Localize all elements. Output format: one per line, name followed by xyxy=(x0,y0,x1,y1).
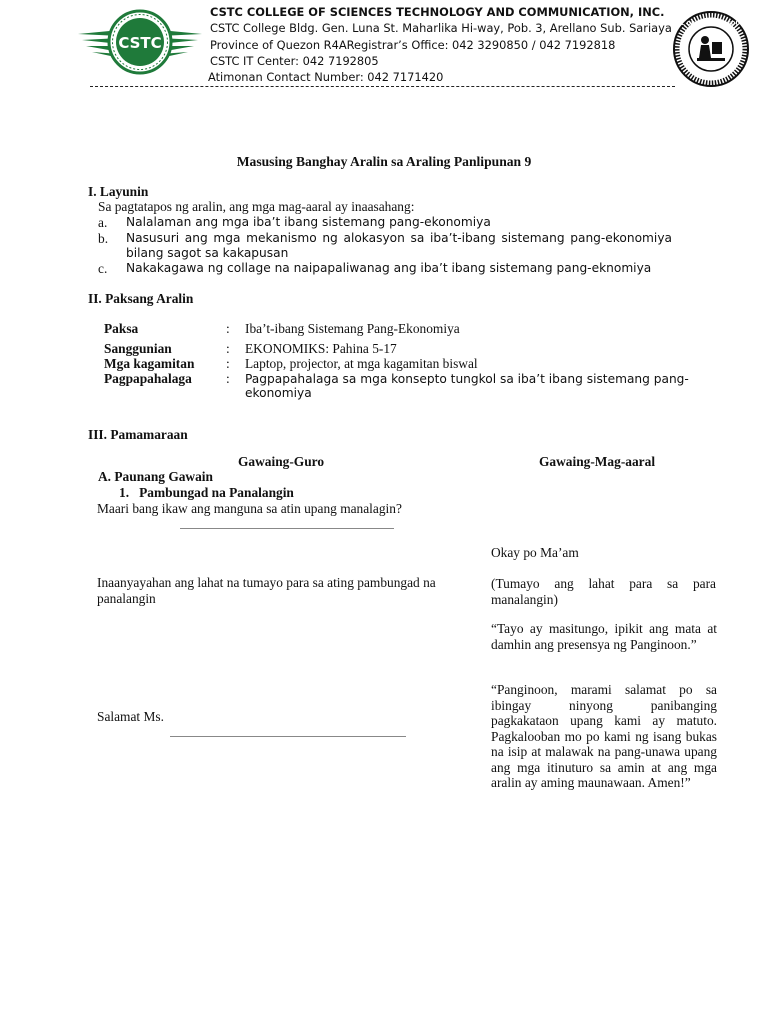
teacher-separator-2 xyxy=(170,736,406,737)
seal-text: SCHOOL OF TEACHER EDUCATION xyxy=(659,21,763,27)
registrar-contact: Province of Quezon R4ARegistrar’s Office: 042 3290850 / 042 7192818 xyxy=(210,37,616,52)
sanggunian-label: Sanggunian xyxy=(104,341,172,356)
section-1-intro: Sa pagtatapos ng aralin, ang mga mag-aaral ay inaasahang: xyxy=(98,199,415,214)
objective-b-text: Nasusuri ang mga mekanismo ng alokasyon sa iba’t-ibang sistemang pang-ekonomiya bilang sagot sa kakapusan xyxy=(126,231,672,260)
sanggunian-value: EKONOMIKS: Pahina 5-17 xyxy=(245,341,397,356)
objective-a-text: Nalalaman ang mga iba’t ibang sistemang pang-ekonomiya xyxy=(126,215,491,229)
teacher-separator-1 xyxy=(180,528,394,529)
section-3-heading: III. Pamamaraan xyxy=(88,427,188,442)
teacher-line-3: Salamat Ms. xyxy=(97,709,164,724)
teacher-line-1: Maari bang ikaw ang manguna sa atin upang manalagin? xyxy=(97,501,402,516)
pagpapahalaga-value: Pagpapahalaga sa mga konsepto tungkol sa iba’t ibang sistemang pang- xyxy=(245,372,689,386)
student-column-header: Gawaing-Mag-aaral xyxy=(539,454,656,469)
teacher-line-2: Inaanyayahan ang lahat na tumayo para sa ating pambungad na panalangin xyxy=(97,575,436,606)
paksa-label: Paksa xyxy=(104,321,139,336)
section-2-heading: II. Paksang Aralin xyxy=(88,291,194,306)
logo-text: CSTC xyxy=(118,34,162,52)
pambungad-panalangin-heading: 1. Pambungad na Panalangin xyxy=(119,485,294,500)
paksa-colon: : xyxy=(226,321,230,336)
kagamitan-label: Mga kagamitan xyxy=(104,356,195,371)
student-line-4: “Panginoon, marami salamat po sa ibingay ninyong panibanging pagkakataon upang kami ay matuto. Pagkalooban mo po kami ng isang bukas na isip at malawak na pang-unawa upang ang mga itinuturo sa amin at ang mga aralin ay aming maunawaan. Amen!” xyxy=(491,682,717,790)
paksa-value: Iba’t-ibang Sistemang Pang-Ekonomiya xyxy=(245,321,460,336)
kagamitan-value: Laptop, projector, at mga kagamitan biswal xyxy=(245,356,478,371)
pagpapahalaga-colon: : xyxy=(226,371,230,386)
objective-b-marker: b. xyxy=(98,231,109,246)
cstc-logo xyxy=(74,8,206,76)
teacher-education-seal xyxy=(659,10,763,88)
paunang-gawain-heading: A. Paunang Gawain xyxy=(98,469,213,484)
it-center-contact: CSTC IT Center: 042 7192805 xyxy=(210,53,379,68)
letterhead-divider xyxy=(90,86,675,87)
objective-a-marker: a. xyxy=(98,215,108,230)
section-1-heading: I. Layunin xyxy=(88,184,149,199)
pagpapahalaga-label: Pagpapahalaga xyxy=(104,371,192,386)
pagpapahalaga-value-cont: ekonomiya xyxy=(245,386,312,400)
lesson-plan-title: Masusing Banghay Aralin sa Araling Panlipunan 9 xyxy=(236,154,532,169)
letterhead-text xyxy=(210,4,670,85)
atimonan-contact: Atimonan Contact Number: 042 7171420 xyxy=(208,70,444,85)
objective-c-marker: c. xyxy=(98,261,108,276)
school-name: CSTC COLLEGE OF SCIENCES TECHNOLOGY AND COMMUNICATION, INC. xyxy=(210,5,665,19)
sanggunian-colon: : xyxy=(226,341,230,356)
kagamitan-colon: : xyxy=(226,356,230,371)
student-line-3: “Tayo ay masitungo, ipikit ang mata at damhin ang presensya ng Panginoon.” xyxy=(491,621,717,652)
school-address: CSTC College Bldg. Gen. Luna St. Maharlika Hi-way, Pob. 3, Arellano Sub. Sariaya xyxy=(210,21,672,36)
student-line-2: (Tumayo ang lahat para sa para manalangin) xyxy=(491,576,716,607)
teacher-column-header: Gawaing-Guro xyxy=(238,454,325,469)
objective-c-text: Nakakagawa ng collage na naipapaliwanag ang iba’t ibang sistemang pang-eknomiya xyxy=(126,261,652,275)
student-line-1: Okay po Ma’am xyxy=(491,545,579,560)
